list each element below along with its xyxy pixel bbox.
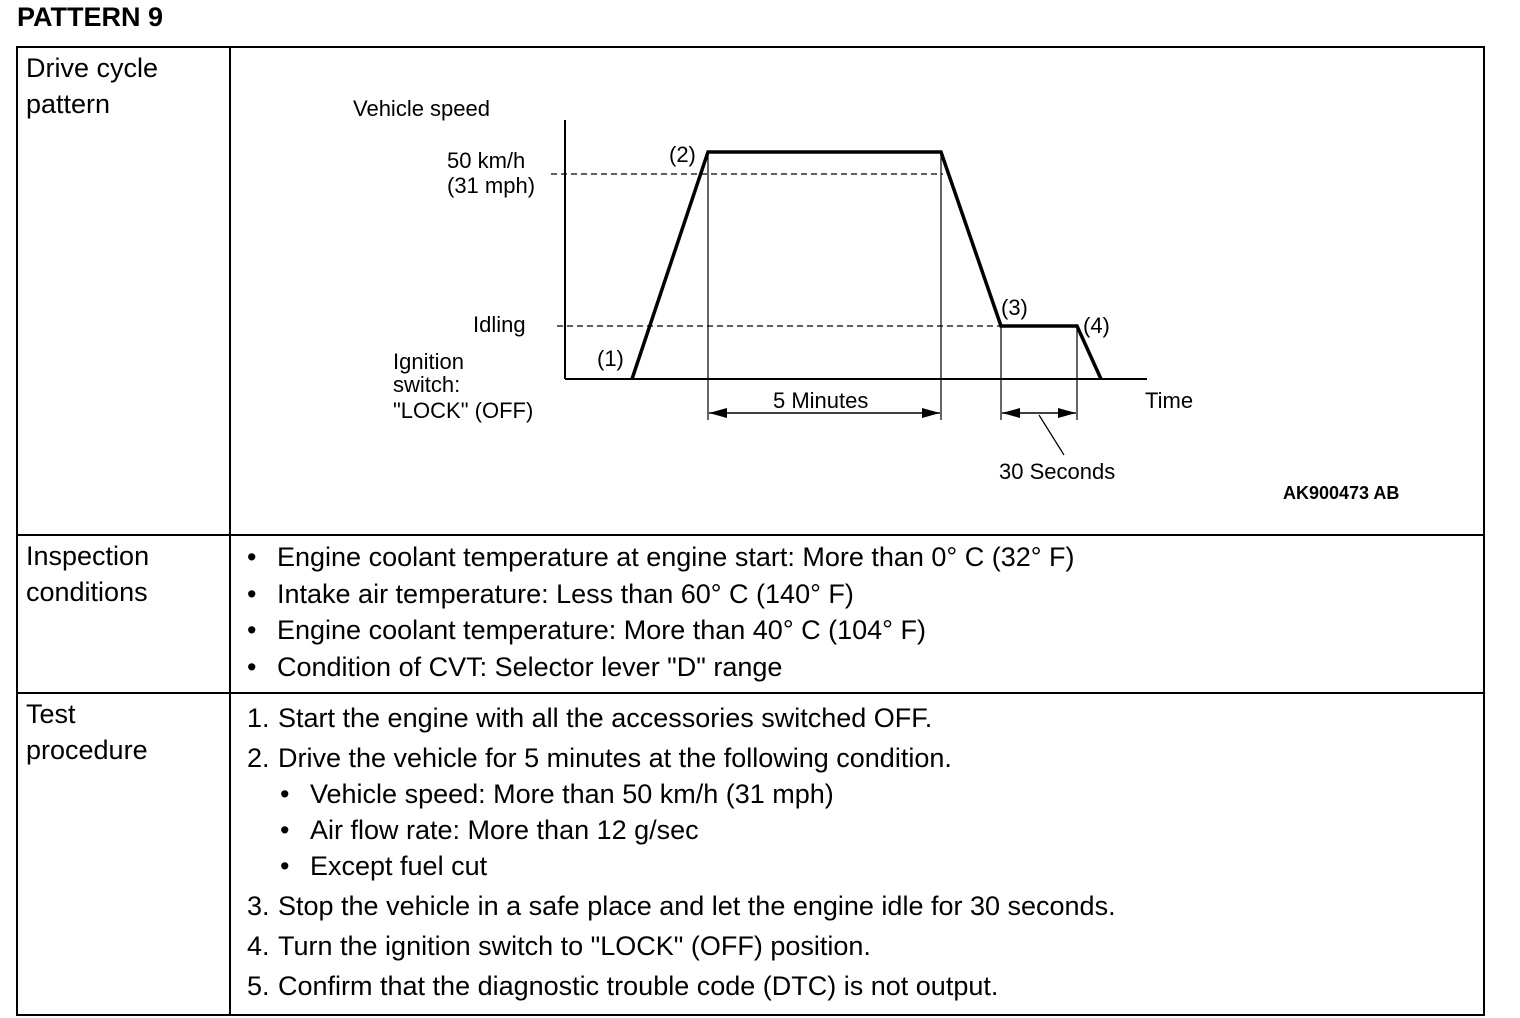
- arrow-left-icon: [1002, 408, 1020, 418]
- point-3-label: (3): [1001, 295, 1028, 320]
- inspection-conditions-list: [231, 536, 1483, 685]
- y-axis-label: Vehicle speed: [353, 96, 490, 121]
- list-item: [247, 576, 1483, 613]
- condition-text: Engine coolant temperature: More than 40° C (104° F): [277, 615, 926, 645]
- step-text: Stop the vehicle in a safe place and let the engine idle for 30 seconds.: [278, 891, 1116, 921]
- point-1-label: (1): [597, 346, 624, 371]
- label-line: procedure: [26, 735, 148, 765]
- step-text: Turn the ignition switch to "LOCK" (OFF) position.: [278, 931, 871, 961]
- list-item: [247, 649, 1483, 686]
- five-minutes-label: 5 Minutes: [773, 388, 869, 413]
- sub-item-text: Except fuel cut: [310, 851, 488, 881]
- row-label-test-procedure: [17, 693, 230, 1015]
- label-line: Drive cycle: [26, 53, 159, 83]
- ignition-label: Ignition: [393, 349, 464, 374]
- table-row-inspection: [17, 535, 1484, 693]
- table-row-drive-cycle: [17, 47, 1484, 535]
- step-text: Drive the vehicle for 5 minutes at the following condition.: [278, 743, 952, 773]
- idle-label: Idling: [473, 312, 526, 337]
- list-item: [247, 740, 1483, 884]
- sub-item-text: Vehicle speed: More than 50 km/h (31 mph): [310, 779, 834, 809]
- condition-text: Engine coolant temperature at engine start: More than 0° C (32° F): [277, 542, 1075, 572]
- page-title: PATTERN 9: [17, 2, 164, 32]
- test-procedure-steps: [231, 694, 1483, 1004]
- drive-cycle-diagram: [231, 48, 1483, 532]
- drive-cycle-chart: [231, 48, 1491, 532]
- ignition-lock-label: "LOCK" (OFF): [393, 398, 534, 423]
- drive-cycle-diagram-cell: [230, 47, 1484, 535]
- step-number: 2.: [247, 743, 270, 773]
- step-number: 1.: [247, 703, 270, 733]
- arrow-right-icon: [1058, 408, 1076, 418]
- speed-value-label: 50 km/h: [447, 148, 526, 173]
- bullet-icon: •: [247, 651, 257, 682]
- sub-item-text: Air flow rate: More than 12 g/sec: [310, 815, 699, 845]
- step-text: Start the engine with all the accessories switched OFF.: [278, 703, 933, 733]
- test-procedure-cell: [230, 693, 1484, 1015]
- row-label-drive-cycle: [17, 47, 230, 535]
- drive-cycle-table: [16, 46, 1485, 1016]
- ignition-switch-label: switch:: [393, 372, 461, 397]
- list-item: [247, 928, 1483, 964]
- list-item: [247, 612, 1483, 649]
- step-text: Confirm that the diagnostic trouble code (DTC) is not output.: [278, 971, 999, 1001]
- thirty-seconds-leader: [1039, 415, 1064, 455]
- bullet-icon: •: [247, 542, 257, 572]
- thirty-seconds-label: 30 Seconds: [999, 459, 1116, 484]
- arrow-right-icon: [922, 408, 940, 418]
- condition-text: Condition of CVT: Selector lever "D" range: [277, 651, 783, 682]
- list-item: [247, 700, 1483, 736]
- step-number: 4.: [247, 931, 270, 961]
- step-number: 3.: [247, 891, 270, 921]
- point-2-label: (2): [669, 142, 696, 167]
- bullet-icon: •: [280, 815, 290, 845]
- x-axis-label: Time: [1145, 388, 1194, 413]
- arrow-left-icon: [709, 408, 727, 418]
- step-sub-list: [278, 776, 1483, 884]
- list-item: [280, 812, 1483, 848]
- row-label-inspection: [17, 535, 230, 693]
- bullet-icon: •: [247, 615, 257, 645]
- speed-profile-line: [632, 152, 1101, 379]
- list-item: [280, 848, 1483, 884]
- point-4-label: (4): [1083, 313, 1110, 338]
- label-line: Test: [26, 699, 76, 729]
- label-line: pattern: [26, 89, 111, 119]
- label-line: Inspection: [26, 541, 150, 571]
- step-number: 5.: [247, 971, 270, 1001]
- bullet-icon: •: [247, 578, 257, 609]
- figure-code: AK900473 AB: [1283, 483, 1400, 503]
- label-line: conditions: [26, 577, 148, 607]
- list-item: [247, 968, 1483, 1004]
- list-item: [280, 776, 1483, 812]
- list-item: [247, 888, 1483, 924]
- list-item: [247, 539, 1483, 576]
- speed-value-mph-label: (31 mph): [447, 173, 536, 198]
- table-row-test-procedure: [17, 693, 1484, 1015]
- bullet-icon: •: [280, 779, 290, 809]
- bullet-icon: •: [280, 851, 290, 881]
- condition-text: Intake air temperature: Less than 60° C (140° F): [277, 578, 854, 609]
- inspection-conditions-cell: [230, 535, 1484, 693]
